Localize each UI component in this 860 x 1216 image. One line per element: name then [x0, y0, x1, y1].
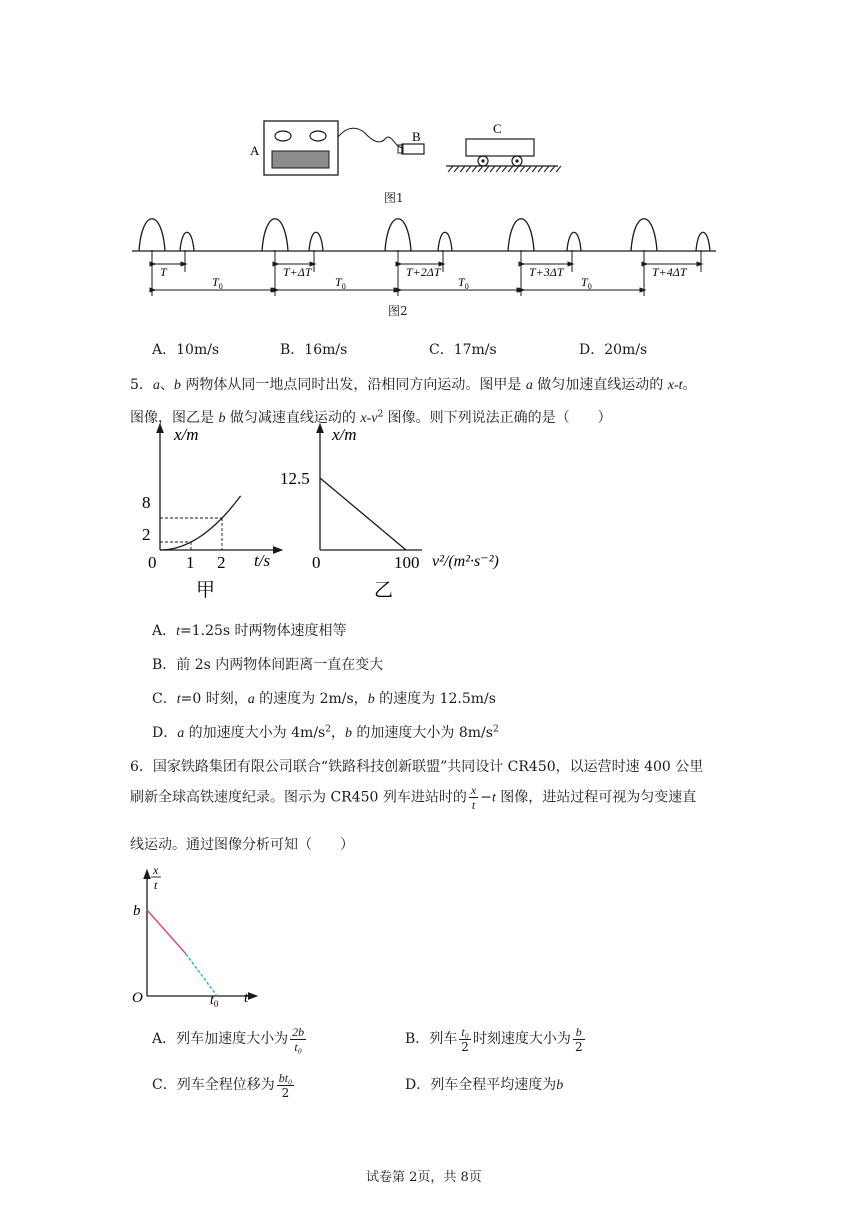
chart-a-xtick-2: 2	[217, 553, 226, 572]
q5-option-a[interactable]: A．t=1.25s 时两物体速度相等	[152, 623, 347, 639]
hatch-mark	[526, 166, 531, 172]
t0-label: $T_0$	[335, 275, 346, 291]
hatch-mark	[466, 166, 471, 172]
q6-option-d[interactable]: D．列车全程平均速度为b	[405, 1077, 564, 1093]
q6-ytick-b: b	[133, 903, 141, 919]
big-pulse	[139, 219, 165, 251]
q4-option-c[interactable]: C．17m/s	[429, 342, 497, 358]
hatch-mark	[538, 166, 543, 172]
chart-a-xtick-1: 1	[186, 553, 195, 572]
figure-2-caption: 图2	[388, 304, 408, 318]
big-pulse	[631, 219, 657, 251]
q6-ylabel-num: x	[153, 863, 159, 877]
chart-b-xtick: 100	[394, 553, 420, 572]
hatch-mark	[454, 166, 459, 172]
big-pulse	[262, 219, 288, 251]
q4-option-a[interactable]: A．10m/s	[152, 342, 220, 358]
q6-option-c[interactable]: C．列车全程位移为 $\frac{\text{bt₀}}{2}$	[152, 1070, 293, 1100]
chart-q6-xt-t	[128, 860, 268, 1010]
figure-2	[130, 208, 720, 300]
chart-a-xlabel: t/s	[254, 551, 271, 570]
small-pulse	[180, 232, 194, 251]
chart-a-ylabel: x/m	[174, 425, 199, 444]
hatch-mark	[460, 166, 465, 172]
hatch-mark	[550, 166, 555, 172]
t0-label: $T_0$	[458, 275, 469, 291]
chart-b-xlabel: v²/(m²·s⁻²)	[432, 553, 499, 570]
hatch-mark	[484, 166, 489, 172]
chart-a-dashed-guides	[160, 518, 222, 550]
small-pulse	[567, 232, 581, 251]
q6-ylabel-den: t	[154, 878, 158, 892]
t0-label: $T_0$	[581, 275, 592, 291]
chart-a-xt	[138, 420, 288, 605]
small-pulse	[309, 232, 323, 251]
label-b: B	[412, 129, 421, 144]
q6-dashed-segment	[186, 954, 217, 996]
hatch-mark	[448, 166, 453, 172]
hatch-mark	[508, 166, 513, 172]
chart-b-xv2	[278, 420, 528, 605]
hatch-mark	[514, 166, 519, 172]
ground-hatching	[448, 166, 561, 172]
chart-a-ytick-2: 2	[142, 525, 151, 544]
q6-solid-segment	[147, 910, 186, 954]
q5-option-d[interactable]: D．a 的加速度大小为 $4m/s^2$，b 的加速度大小为 $8m/s^2$	[152, 724, 499, 741]
chart-b-ytick: 12.5	[280, 469, 310, 488]
interval-label: T+ΔT	[283, 265, 312, 279]
label-a: A	[250, 143, 260, 158]
hatch-mark	[556, 166, 561, 172]
q6-xtick-t0: $t_0$	[210, 993, 219, 1009]
label-c: C	[493, 121, 502, 136]
wire	[338, 128, 402, 148]
device-a-knob-left	[275, 131, 291, 141]
hatch-mark	[478, 166, 483, 172]
q4-option-d[interactable]: D．20m/s	[579, 342, 648, 358]
interval-markers	[152, 250, 701, 296]
figure-1	[240, 115, 560, 185]
sensor-b	[402, 144, 424, 154]
q5-option-c[interactable]: C．t=0 时刻，a 的速度为 2m/s，b 的速度为 12.5m/s	[152, 691, 496, 707]
hatch-mark	[496, 166, 501, 172]
big-pulse	[385, 219, 411, 251]
chart-b-ylabel: x/m	[332, 425, 357, 444]
chart-a-name: 甲	[196, 580, 216, 601]
chart-b-origin: 0	[312, 553, 321, 572]
q6-stem-line1: 6．国家铁路集团有限公司联合“铁路科技创新联盟”共同设计 CR450，以运营时速 400 公里	[130, 759, 704, 775]
interval-label: T	[160, 265, 167, 279]
big-pulse	[508, 219, 534, 251]
small-pulse	[438, 232, 452, 251]
chart-b-name: 乙	[374, 580, 394, 601]
q6-stem-line2: 刷新全球高铁速度纪录。图示为 CR450 列车进站时的 $\frac{x}{t}$ −t 图像，进站过程可视为匀变速直	[130, 783, 697, 812]
q6-option-a[interactable]: A．列车加速度大小为 $\frac{2b}{\text{t₀}}$	[152, 1024, 305, 1054]
q5-option-b[interactable]: B．前 2s 内两物体间距离一直在变大	[152, 657, 384, 673]
device-a-screen	[272, 151, 329, 168]
q6-stem-line3: 线运动。通过图像分析可知（ ）	[130, 837, 354, 853]
hatch-mark	[520, 166, 525, 172]
cart-c	[466, 139, 534, 156]
interval-label: T+4ΔT	[652, 265, 687, 279]
hatch-mark	[472, 166, 477, 172]
t0-label: $T_0$	[212, 275, 223, 291]
interval-label: T+3ΔT	[529, 265, 564, 279]
pulse-signals	[139, 219, 710, 251]
small-pulse	[696, 232, 710, 251]
chart-a-ytick-8: 8	[142, 493, 151, 512]
chart-b-line	[320, 478, 406, 550]
hatch-mark	[502, 166, 507, 172]
device-a-knob-right	[310, 131, 326, 141]
q6-origin: O	[132, 990, 143, 1006]
q4-option-b[interactable]: B．16m/s	[280, 342, 348, 358]
hatch-mark	[544, 166, 549, 172]
hatch-mark	[532, 166, 537, 172]
q5-stem-line1: 5．a、b 两物体从同一地点同时出发，沿相同方向运动。图甲是 a 做匀加速直线运动的 x-t。	[130, 377, 697, 393]
hatch-mark	[490, 166, 495, 172]
q5-stem-line2: 图像，图乙是 b 做匀减速直线运动的 $x-v^2$ 图像。则下列说法正确的是（ ）	[130, 409, 612, 426]
figure-1-caption: 图1	[384, 191, 404, 205]
q6-option-b[interactable]: B．列车 $\frac{\text{t₀}}{2}$ 时刻速度大小为 $\frac{b}{2}$	[405, 1024, 583, 1054]
chart-a-origin: 0	[148, 553, 157, 572]
interval-label: T+2ΔT	[406, 265, 441, 279]
page-footer: 试卷第 2页，共 8页	[366, 1170, 482, 1185]
q6-xlabel: t	[244, 990, 249, 1006]
